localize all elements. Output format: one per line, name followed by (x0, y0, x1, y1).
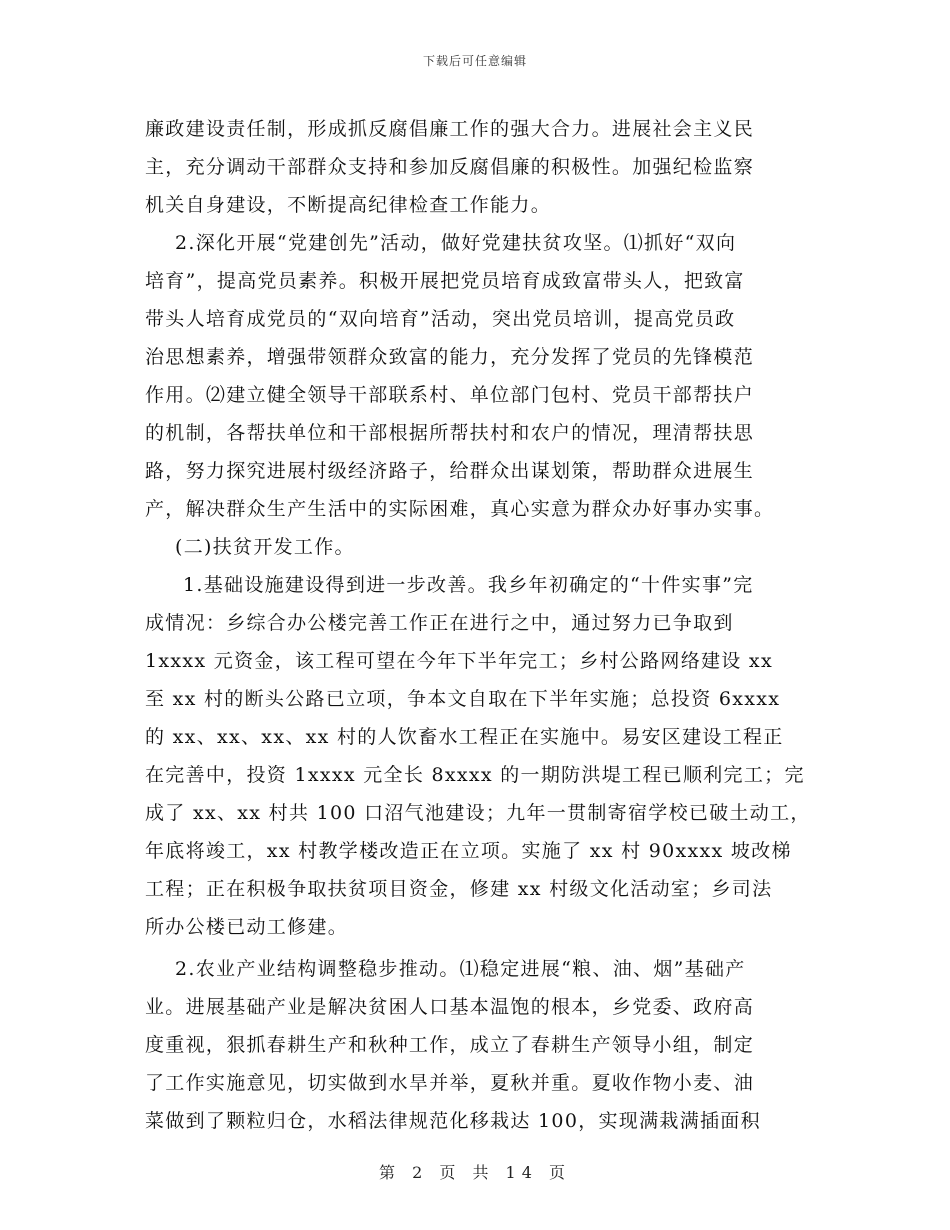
paragraph-start-line: 1.基础设施建设得到进一步改善。我乡年初确定的“十件实事”完 (183, 574, 754, 596)
body-line: 主，充分调动干部群众支持和参加反腐倡廉的积极性。加强纪检监察 (145, 156, 755, 178)
body-line: 机关自身建设，不断提高纪律检查工作能力。 (145, 194, 552, 216)
body-line: 培育”，提高党员素养。积极开展把党员培育成致富带头人，把致富 (145, 270, 745, 292)
paragraph-start-line: 2.农业产业结构调整稳步推动。⑴稳定进展“粮、油、烟”基础产 (175, 958, 746, 980)
body-line: 成了 xx、xx 村共 100 口沼气池建设；九年一贯制寄宿学校已破土动工， (145, 802, 811, 824)
body-line: 在完善中，投资 1xxxx 元全长 8xxxx 的一期防洪堤工程已顺利完工；完 (145, 764, 805, 786)
body-line: 的 xx、xx、xx、xx 村的人饮畜水工程正在实施中。易安区建设工程正 (145, 726, 784, 748)
body-line: 的机制，各帮扶单位和干部根据所帮扶村和农户的情况，理清帮扶思 (145, 422, 755, 444)
body-line: 带头人培育成党员的“双向培育”活动，突出党员培训，提高党员政 (145, 308, 736, 330)
body-line: 产，解决群众生产生活中的实际困难，真心实意为群众办好事办实事。 (145, 498, 775, 520)
page-number-footer: 第 2 页 共 14 页 (379, 1163, 571, 1182)
body-line: 廉政建设责任制，形成抓反腐倡廉工作的强大合力。进展社会主义民 (145, 118, 755, 140)
document-body (145, 110, 815, 1140)
paragraph-start-line: 2.深化开展“党建创先”活动，做好党建扶贫攻坚。⑴抓好“双向 (175, 232, 737, 254)
body-line: 工程；正在积极争取扶贫项目资金，修建 xx 村级文化活动室；乡司法 (145, 878, 773, 900)
body-line: 1xxxx 元资金，该工程可望在今年下半年完工；乡村公路网络建设 xx (145, 650, 773, 672)
section-heading: (二)扶贫开发工作。 (175, 536, 355, 558)
body-line: 至 xx 村的断头公路已立项，争本文自取在下半年实施；总投资 6xxxx (145, 688, 781, 710)
body-line: 业。进展基础产业是解决贫困人口基本温饱的根本，乡党委、政府高 (145, 996, 755, 1018)
body-line: 路，努力探究进展村级经济路子，给群众出谋划策，帮助群众进展生 (145, 460, 755, 482)
body-line: 所办公楼已动工修建。 (145, 916, 349, 938)
body-line: 治思想素养，增强带领群众致富的能力，充分发挥了党员的先锋模范 (145, 346, 755, 368)
body-line: 度重视，狠抓春耕生产和秋种工作，成立了春耕生产领导小组，制定 (145, 1034, 755, 1056)
body-line: 作用。⑵建立健全领导干部联系村、单位部门包村、党员干部帮扶户 (145, 384, 755, 406)
body-line: 菜做到了颗粒归仓，水稻法律规范化移栽达 100，实现满栽满插面积 (145, 1110, 761, 1132)
body-line: 了工作实施意见，切实做到水旱并举，夏秋并重。夏收作物小麦、油 (145, 1072, 755, 1094)
body-line: 成情况：乡综合办公楼完善工作正在进行之中，通过努力已争取到 (145, 612, 734, 634)
body-line: 年底将竣工，xx 村教学楼改造正在立项。实施了 xx 村 90xxxx 坡改梯 (145, 840, 792, 862)
page-header-note: 下载后可任意编辑 (422, 54, 527, 68)
